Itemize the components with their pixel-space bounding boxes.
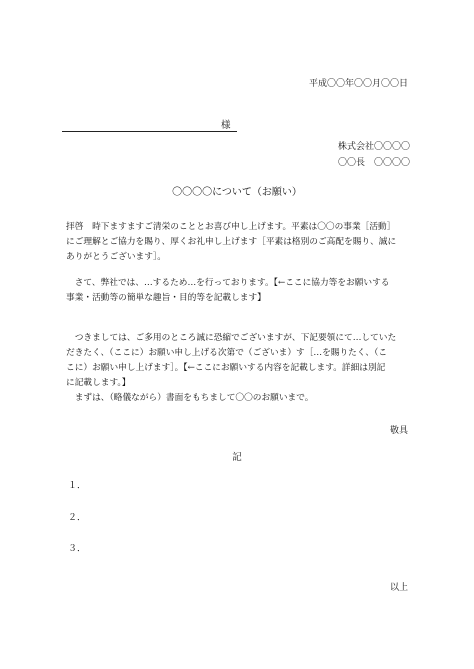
body-line: こに）お願い申し上げます］。【←ここにお願いする内容を記載します。詳細は別記 xyxy=(66,363,386,373)
body-line: つきましては、ご多用のところ誠に恐縮でございますが、下記要領にて…していた xyxy=(66,333,397,343)
document-title: 〇〇〇〇について（お願い） xyxy=(172,187,302,198)
body-paragraph-purpose xyxy=(66,276,414,306)
body-paragraph-request xyxy=(66,331,414,391)
ki-item-3: ３． xyxy=(68,544,87,554)
body-line: だきたく、（ここに）お願い申し上げる次第で（ございま）す［…を賜りたく、（こ xyxy=(66,348,388,358)
body-line: まずは、（略儀ながら）書面をもちまして〇〇のお願いまで。 xyxy=(66,393,314,403)
ki-item-1: １． xyxy=(68,481,87,491)
ki-heading: 記 xyxy=(232,452,242,463)
body-line: にご理解とご協力を賜り、厚くお礼申し上げます［平素は格別のご高配を賜り、誠に xyxy=(66,237,397,247)
document-date: 平成〇〇年〇〇月〇〇日 xyxy=(308,79,408,89)
ki-item-2: ２． xyxy=(68,513,87,523)
body-line: ありがとうございます］。 xyxy=(66,252,166,262)
body-line: さて、弊社では、…するため…を行っております。【←ここに協力等をお願いする xyxy=(66,278,390,288)
body-paragraph-greeting xyxy=(66,220,414,265)
recipient-name-line xyxy=(62,131,237,132)
body-line: 拝啓 時下ますますご清栄のこととお喜び申し上げます。平素は〇〇の事業［活動］ xyxy=(66,222,396,232)
sender-company: 株式会社〇〇〇〇 xyxy=(338,142,411,152)
closing-keigu: 敬具 xyxy=(389,426,408,436)
sender-person: 〇〇長 〇〇〇〇 xyxy=(338,158,411,168)
recipient-honorific: 様 xyxy=(221,120,231,131)
body-line: 事業・活動等の簡単な趣旨・目的等を記載します】 xyxy=(66,293,266,303)
body-paragraph-conclusion xyxy=(66,391,414,406)
ki-end-ijou: 以上 xyxy=(389,583,408,593)
body-line: に記載します。】 xyxy=(66,378,131,388)
